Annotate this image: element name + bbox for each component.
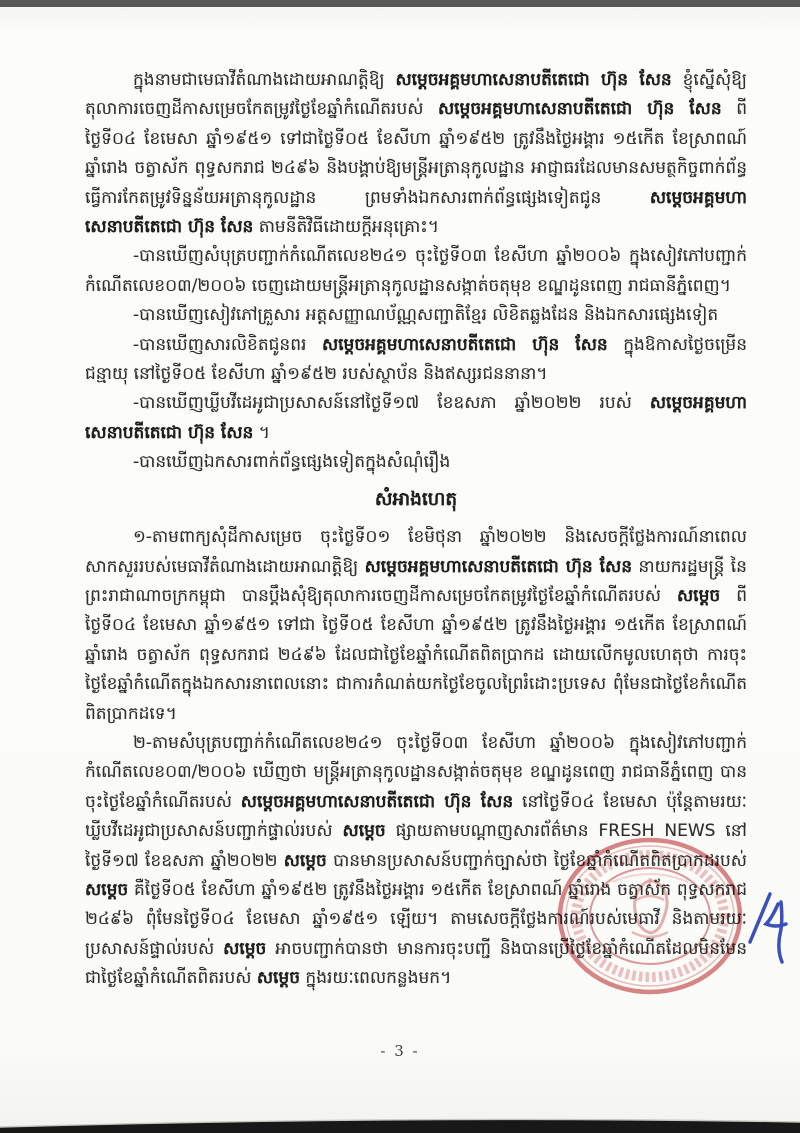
paragraph (85, 729, 747, 994)
honorific-name-bold: សម្តេច (283, 850, 327, 871)
honorific-name-bold: សម្តេចអគ្គមហាសេនាបតីតេជោ ហ៊ុន សែន (240, 791, 514, 812)
scan-top-edge (0, 0, 800, 7)
body-text: -បានឃើញឯកសារពាក់ព័ន្ធផ្សេងទៀតក្នុងសំណុំរឿង (133, 452, 451, 473)
honorific-name-bold: សម្តេច (256, 968, 301, 989)
body-text: អាចបញ្ជាក់បានថា មានការចុះបញ្ជី និងបានប្រើថ្ងៃខែឆ្នាំកំណើតដែលមិនមែនជាថ្ងៃខែឆ្នាំកំណើតពិតរបស់ (85, 938, 747, 989)
body-text: បានមានប្រសាសន៍បញ្ជាក់ច្បាស់ថា ថ្ងៃខែឆ្នាំកំណើតពិតប្រាកដរបស់ (326, 850, 747, 871)
paragraph (85, 301, 747, 330)
body-text: ក្នុងនាមជាមេធាវីតំណាងដោយអាណត្តិឱ្យ (133, 70, 396, 90)
body-text: ពីថ្ងៃទី០៤ ខែមេសា ឆ្នាំ១៩៥១ ទៅជាថ្ងៃទី០៥ ខែសីហា ឆ្នាំ១៩៥២ ត្រូវនឹងថ្ងៃអង្គារ ១៥កើត ខែស្រាពណ៍ ឆ្នាំរោង ចត្វាស័ក ពុទ្ធសករាជ ២៤៩៦ និងបង្គាប់ឱ្យមន្ត្រីអត្រានុកូលដ្ឋាន អាជ្ញាធរដែលមានសមត្ថកិច្ចពាក់ព័ន្ធធ្វើការកែតម្រូវទិន្នន័យអត្រានុកូលដ្ឋាន ព្រមទាំងឯកសារពាក់ព័ន្ធផ្សេងទៀតជូន (85, 99, 747, 208)
paragraph (85, 389, 747, 448)
body-text: -បានឃើញឃ្លីបវីដេអូជាប្រសាសន៍នៅថ្ងៃទី១៧ ខែឧសភា ឆ្នាំ២០២២ របស់ (133, 393, 650, 414)
body-text: ១-តាមពាក្យសុំដីកាសម្រេច ចុះថ្ងៃទី០១ ខែមិថុនា ឆ្នាំ២០២២ និងសេចក្តីថ្លែងការណ៍នាពេលសាកសួររបស់មេធាវីតំណាងដោយអាណត្តិឱ្យ (85, 527, 747, 577)
honorific-name-bold: សម្តេច (342, 821, 386, 842)
honorific-name-bold: សម្តេច (223, 938, 267, 959)
body-text: -បានឃើញសំបុត្របញ្ជាក់កំណើតលេខ២៤១ ចុះថ្ងៃទី០៣ ខែសីហា ឆ្នាំ២០០៦ ក្នុងសៀវភៅបញ្ជាក់កំណើតលេខ០៣/២០០៦ ចេញដោយមន្ត្រីអត្រានុកូលដ្ឋានសង្កាត់ចតុមុខ ខណ្ឌដូនពេញ រាជធានីភ្នំពេញ។ (85, 246, 747, 296)
body-text: គឺថ្ងៃទី០៥ ខែសីហា ឆ្នាំ១៩៥២ ត្រូវនឹងថ្ងៃអង្គារ ១៥កើត ខែស្រាពណ៍ ឆ្នាំរោង ចត្វាស័ក ពុទ្ធសករាជ ២៤៩៦ ពុំមែនថ្ងៃទី០៤ ខែមេសា ឆ្នាំ១៩៥១ ឡើយ។ តាមសេចក្តីថ្លែងការណ៍របស់មេធាវី និងតាមរយៈប្រសាសន៍ផ្ទាល់របស់ (85, 879, 747, 959)
paragraph (85, 523, 747, 729)
body-text: ពីថ្ងៃទី០៤ ខែមេសា ឆ្នាំ១៩៥១ ទៅជា ថ្ងៃទី០៥ ខែសីហា ឆ្នាំ១៩៥២ ត្រូវនឹងថ្ងៃអង្គារ ១៥កើត ខែស្រាពណ៍ ឆ្នាំរោង ចត្វាស័ក ពុទ្ធសករាជ ២៤៩៦ ដែលជាថ្ងៃខែឆ្នាំកំណើតពិតប្រាកដ ដោយលើកមូលហេតុថា ការចុះថ្ងៃខែឆ្នាំកំណើតក្នុងឯកសារនាពេលនោះ ជាការកំណត់យកថ្ងៃខែចូលព្រៃរំដោះប្រទេស ពុំមែនជាថ្ងៃខែកំណើតពិតប្រាកដទេ។ (85, 585, 747, 724)
paragraph (85, 331, 747, 390)
honorific-name-bold: សម្តេចអគ្គមហាសេនាបតីតេជោ ហ៊ុន សែន (321, 334, 608, 355)
honorific-name-bold: សម្តេចអគ្គមហាសេនាបតីតេជោ ហ៊ុន សែន (85, 187, 747, 238)
page-number: - 3 - (380, 1042, 420, 1060)
body-text: ក្នុងរយៈពេលកន្លងមក។ (300, 968, 452, 989)
body-text: តាមនីតិវិធីដោយក្តីអនុគ្រោះ។ (253, 217, 439, 238)
body-text: -បានឃើញសារលិខិតជូនពរ (133, 334, 322, 355)
section-heading (85, 485, 747, 514)
body-text: នាយករដ្ឋមន្ត្រី នៃព្រះរាជាណាចក្រកម្ពុជា បានប្តឹងសុំឱ្យតុលាការចេញដីកាសម្រេចកែតម្រូវថ្ងៃខែឆ្នាំកំណើតរបស់ (85, 556, 747, 606)
body-text: នៅថ្ងៃទី០៤ ខែមេសា ប៉ុន្តែតាមរយៈឃ្លីបវីដេអូជាប្រសាសន៍បញ្ជាក់ផ្ទាល់របស់ (85, 791, 747, 842)
document-body (85, 66, 747, 994)
body-text: ២-តាមសំបុត្របញ្ជាក់កំណើតលេខ២៤១ ចុះថ្ងៃទី០៣ ខែសីហា ឆ្នាំ២០០៦ ក្នុងសៀវភៅបញ្ជាក់កំណើតលេខ០៣/២០០៦ ឃើញថា មន្ត្រីអត្រានុកូលដ្ឋានសង្កាត់ចតុមុខ ខណ្ឌដូនពេញ រាជធានីភ្នំពេញ បានចុះថ្ងៃខែឆ្នាំកំណើតរបស់ (85, 732, 747, 812)
honorific-name-bold: សម្តេច (85, 879, 129, 900)
honorific-name-bold: សម្តេចអគ្គមហាសេនាបតីតេជោ ហ៊ុន សែន (395, 70, 672, 90)
paragraph (85, 448, 747, 477)
body-text: ។ (253, 422, 270, 443)
handwritten-initial-icon (746, 890, 792, 966)
body-text: ក្នុងឱកាសថ្ងៃចម្រើនជន្មាយុ នៅថ្ងៃទី០៥ ខែសីហា ឆ្នាំ១៩៥២ របស់ស្ថាប័ន និងឥស្សរជននានា។ (85, 334, 747, 385)
honorific-name-bold: សម្តេច (676, 585, 721, 606)
paragraph (85, 242, 747, 301)
body-text: ផ្សាយតាមបណ្តាញសារព័ត៌មាន FRESH NEWS នៅថ្ងៃទី១៧ ខែឧសភា ឆ្នាំ២០២២ (85, 821, 747, 871)
body-text: -បានឃើញសៀវភៅគ្រួសារ អត្តសញ្ញាណប័ណ្ណសញ្ជាតិខ្មែរ លិខិតឆ្លងដែន និងឯកសារផ្សេងទៀត (133, 305, 719, 326)
honorific-name-bold: សំអាងហេតុ (374, 488, 458, 510)
body-text: ខ្ញុំស្នើសុំឱ្យតុលាការចេញដីកាសម្រេចកែតម្រូវថ្ងៃខែឆ្នាំកំណើតរបស់ (85, 70, 747, 120)
paper-bottom-edge (0, 1111, 800, 1133)
paragraph (85, 66, 747, 242)
honorific-name-bold: សម្តេចអគ្គមហាសេនាបតីតេជោ ហ៊ុន សែន (364, 556, 632, 577)
honorific-name-bold: សម្តេចអគ្គមហាសេនាបតីតេជោ ហ៊ុន សែន (85, 393, 747, 443)
honorific-name-bold: សម្តេចអគ្គមហាសេនាបតីតេជោ ហ៊ុន សែន (437, 99, 722, 120)
